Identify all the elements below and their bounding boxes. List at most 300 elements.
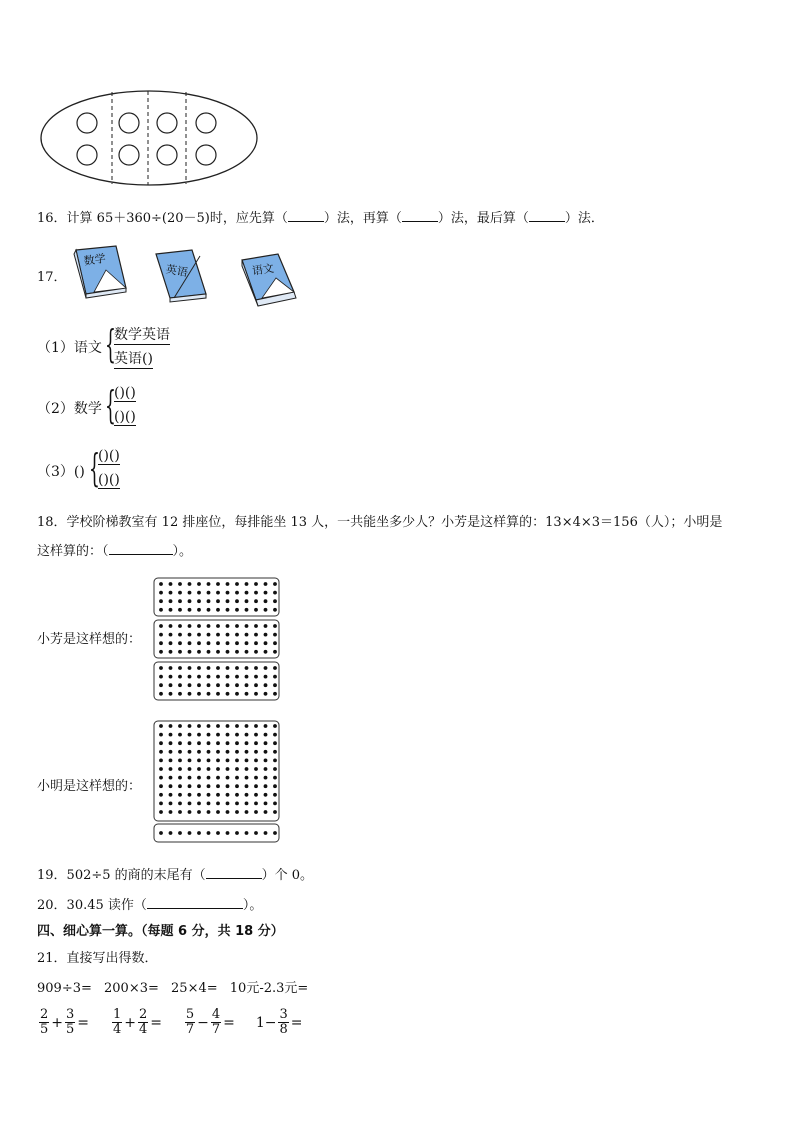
seat-dot [178, 802, 182, 806]
seat-dot [197, 582, 201, 586]
seat-dot [169, 767, 173, 771]
seat-dot [235, 759, 239, 763]
seat-dot [235, 650, 239, 654]
seat-dot [254, 633, 258, 637]
seat-dot [207, 831, 211, 835]
seat-dot [254, 599, 258, 603]
seat-dot [159, 666, 163, 670]
seat-dot [264, 784, 268, 788]
fraction: $\frac{3}{5}$ [66, 1007, 75, 1037]
answer-blank[interactable]: ()() [98, 472, 120, 488]
seat-dot [169, 692, 173, 696]
seat-dot [159, 724, 163, 728]
seat-dot [226, 599, 230, 603]
seat-dot [264, 793, 268, 797]
seat-dot [235, 582, 239, 586]
seat-dot [226, 675, 230, 679]
seat-dot [169, 650, 173, 654]
seat-dot [178, 675, 182, 679]
seat-dot [207, 591, 211, 595]
seat-dot [216, 724, 220, 728]
seat-dot [245, 692, 249, 696]
dot-group-box [154, 721, 279, 821]
seat-dot [178, 650, 182, 654]
seat-dot [216, 793, 220, 797]
question-18-line2: 这样算的：（ ）。 [37, 544, 193, 559]
seat-dot [207, 624, 211, 628]
seat-dot [273, 591, 277, 595]
seat-dot [245, 831, 249, 835]
seat-dot [245, 784, 249, 788]
seat-dot [178, 683, 182, 687]
seat-dot [216, 633, 220, 637]
seat-dot [245, 666, 249, 670]
seat-dot [264, 831, 268, 835]
seat-dot [264, 692, 268, 696]
seat-dot [273, 608, 277, 612]
seat-dot [197, 776, 201, 780]
fraction: $\frac{2}{4}$ [138, 1007, 148, 1037]
seat-dot [226, 741, 230, 745]
seat-dot [235, 810, 239, 814]
seat-dot [188, 675, 192, 679]
seat-dot [197, 675, 201, 679]
seat-dot [235, 608, 239, 612]
seat-dot [264, 582, 268, 586]
seat-dot [235, 633, 239, 637]
seat-dot [188, 741, 192, 745]
fraction-expr: $\frac{1}{4}$ + $\frac{2}{4}$ = [112, 1007, 162, 1037]
seat-dot [216, 683, 220, 687]
seat-dot [245, 608, 249, 612]
xiaoming-dot-grid [153, 720, 283, 846]
seat-dot [169, 784, 173, 788]
seat-dot [273, 784, 277, 788]
seat-dot [216, 692, 220, 696]
seat-dot [197, 741, 201, 745]
seat-dot [216, 802, 220, 806]
seat-dot [188, 802, 192, 806]
seat-dot [235, 784, 239, 788]
seat-dot [273, 650, 277, 654]
seat-dot [273, 741, 277, 745]
answer-blank[interactable] [288, 209, 324, 222]
seat-dot [273, 675, 277, 679]
seat-dot [226, 831, 230, 835]
seat-dot [245, 733, 249, 737]
seat-dot [197, 793, 201, 797]
seat-dot [235, 733, 239, 737]
seat-dot [207, 641, 211, 645]
seat-dot [226, 641, 230, 645]
seat-dot [216, 784, 220, 788]
seat-dot [264, 776, 268, 780]
q21-row1: 909÷3= 200×3= 25×4= 10元-2.3元= [37, 981, 309, 996]
book-label: 数学 [82, 251, 107, 268]
seat-dot [216, 776, 220, 780]
seat-dot [178, 633, 182, 637]
seat-dot [235, 750, 239, 754]
seat-dot [169, 831, 173, 835]
fraction-expr: $\frac{2}{5}$ + $\frac{3}{5}$ = [40, 1007, 90, 1037]
seat-dot [245, 724, 249, 728]
seat-dot [254, 666, 258, 670]
seat-dot [254, 675, 258, 679]
seat-dot [178, 608, 182, 612]
seat-dot [159, 608, 163, 612]
seat-dot [178, 591, 182, 595]
seat-dot [159, 802, 163, 806]
seat-dot [245, 759, 249, 763]
seat-dot [159, 793, 163, 797]
seat-dot [159, 733, 163, 737]
seat-dot [216, 608, 220, 612]
seat-dot [178, 810, 182, 814]
seat-dot [264, 750, 268, 754]
seat-dot [264, 650, 268, 654]
seat-dot [254, 582, 258, 586]
seat-dot [159, 831, 163, 835]
seat-dot [264, 599, 268, 603]
seat-dot [188, 641, 192, 645]
seat-dot [254, 741, 258, 745]
seat-dot [216, 650, 220, 654]
seat-dot [273, 776, 277, 780]
seat-dot [226, 650, 230, 654]
seat-dot [273, 810, 277, 814]
seat-dot [188, 759, 192, 763]
seat-dot [207, 750, 211, 754]
seat-dot [245, 591, 249, 595]
seat-dot [197, 724, 201, 728]
q21-row2 [37, 1008, 302, 1037]
fraction: $\frac{3}{8}$ [279, 1007, 288, 1037]
seat-dot [216, 831, 220, 835]
seat-dot [216, 599, 220, 603]
seat-dot [169, 733, 173, 737]
question-21-title: 21．直接写出得数． [37, 951, 158, 966]
seat-dot [264, 810, 268, 814]
seat-dot [197, 733, 201, 737]
seat-dot [188, 666, 192, 670]
seat-dot [178, 759, 182, 763]
seat-dot [159, 683, 163, 687]
seat-dot [226, 784, 230, 788]
seat-dot [178, 582, 182, 586]
seat-dot [254, 624, 258, 628]
seat-dot [254, 724, 258, 728]
seat-dot [197, 641, 201, 645]
seat-dot [216, 624, 220, 628]
seat-dot [178, 733, 182, 737]
seat-dot [226, 591, 230, 595]
answer-blank[interactable]: ()() [114, 385, 136, 401]
seat-dot [216, 810, 220, 814]
seat-dot [264, 802, 268, 806]
seat-dot [159, 741, 163, 745]
seat-dot [273, 802, 277, 806]
seat-dot [188, 591, 192, 595]
seat-dot [254, 759, 258, 763]
seat-dot [235, 802, 239, 806]
seat-dot [216, 582, 220, 586]
seat-dot [178, 831, 182, 835]
seat-dot [188, 750, 192, 754]
seat-dot [178, 666, 182, 670]
seat-dot [226, 633, 230, 637]
seat-dot [188, 724, 192, 728]
seat-dot [216, 641, 220, 645]
seat-dot [207, 784, 211, 788]
seat-dot [188, 767, 192, 771]
seat-dot [273, 641, 277, 645]
answer-blank[interactable]: ()() [98, 448, 120, 464]
seat-dot [169, 759, 173, 763]
seat-dot [178, 784, 182, 788]
seat-dot [169, 683, 173, 687]
seat-dot [207, 810, 211, 814]
seat-dot [207, 733, 211, 737]
seat-dot [235, 831, 239, 835]
seat-dot [207, 741, 211, 745]
question-16: 16．计算 65＋360÷(20－5)时，应先算（ ）法，再算（ ）法，最后算（ ）法． [37, 211, 604, 226]
seat-dot [169, 802, 173, 806]
seat-dot [264, 733, 268, 737]
seat-dot [207, 793, 211, 797]
seat-dot [273, 750, 277, 754]
seat-dot [264, 624, 268, 628]
seat-dot [169, 724, 173, 728]
seat-dot [254, 831, 258, 835]
seat-dot [159, 810, 163, 814]
seat-dot [216, 591, 220, 595]
seat-dot [169, 666, 173, 670]
seat-dot [226, 608, 230, 612]
seat-dot [245, 810, 249, 814]
seat-dot [245, 750, 249, 754]
seat-dot [235, 724, 239, 728]
seat-dot [273, 683, 277, 687]
seat-dot [273, 582, 277, 586]
seat-dot [159, 624, 163, 628]
seat-dot [207, 633, 211, 637]
seat-dot [254, 608, 258, 612]
seat-dot [216, 741, 220, 745]
fraction-expr: 1− $\frac{3}{8}$ = [255, 1007, 303, 1037]
seat-dot [254, 767, 258, 771]
seat-dot [159, 650, 163, 654]
seat-dot [188, 733, 192, 737]
seat-dot [188, 784, 192, 788]
seat-dot [197, 831, 201, 835]
seat-dot [273, 666, 277, 670]
seat-dot [273, 724, 277, 728]
seat-dot [264, 608, 268, 612]
seat-dot [207, 683, 211, 687]
seat-dot [264, 741, 268, 745]
fraction: $\frac{2}{5}$ [40, 1007, 49, 1037]
seat-dot [226, 724, 230, 728]
seat-dot [197, 802, 201, 806]
seat-dot [245, 741, 249, 745]
seat-dot [188, 599, 192, 603]
seat-dot [226, 802, 230, 806]
seat-dot [226, 624, 230, 628]
answer-blank[interactable]: ()() [114, 409, 136, 425]
seat-dot [169, 776, 173, 780]
seat-dot [216, 750, 220, 754]
seat-dot [197, 624, 201, 628]
seat-dot [197, 683, 201, 687]
seat-dot [197, 608, 201, 612]
english-book-icon [154, 248, 212, 304]
seat-dot [245, 624, 249, 628]
answer-blank[interactable] [529, 209, 565, 222]
seat-dot [273, 692, 277, 696]
seat-dot [254, 784, 258, 788]
seat-dot [159, 759, 163, 763]
seat-dot [178, 741, 182, 745]
seat-dot [254, 692, 258, 696]
seat-dot [188, 633, 192, 637]
seat-dot [159, 591, 163, 595]
seat-dot [207, 666, 211, 670]
seat-dot [235, 793, 239, 797]
seat-dot [226, 767, 230, 771]
seat-dot [216, 675, 220, 679]
seat-dot [254, 750, 258, 754]
seat-dot [207, 759, 211, 763]
seat-dot [197, 810, 201, 814]
seat-dot [254, 810, 258, 814]
seat-dot [188, 608, 192, 612]
seat-dot [197, 591, 201, 595]
seat-dot [169, 608, 173, 612]
question-20: 20．30.45 读作（ ）。 [37, 898, 263, 913]
seat-dot [226, 666, 230, 670]
seat-dot [159, 582, 163, 586]
seat-dot [254, 793, 258, 797]
seat-dot [264, 759, 268, 763]
answer-blank[interactable] [109, 542, 173, 555]
xiaofang-label: 小芳是这样想的： [37, 632, 142, 647]
seat-dot [207, 692, 211, 696]
seat-dot [169, 793, 173, 797]
seat-dot [216, 733, 220, 737]
seat-dot [235, 683, 239, 687]
seat-dot [245, 633, 249, 637]
seat-dot [235, 624, 239, 628]
seat-dot [273, 831, 277, 835]
seat-dot [188, 650, 192, 654]
question-18-line1: 18．学校阶梯教室有 12 排座位，每排能坐 13 人，一共能坐多少人？小芳是这样算的：13×4×3＝156（人）；小明是 [37, 515, 723, 530]
answer-blank[interactable] [402, 209, 438, 222]
seat-dot [216, 759, 220, 763]
seat-dot [188, 582, 192, 586]
seat-dot [159, 776, 163, 780]
answer-blank[interactable] [206, 866, 262, 879]
seat-dot [197, 750, 201, 754]
seat-dot [264, 591, 268, 595]
xiaofang-dot-grid [153, 577, 283, 703]
seat-dot [207, 582, 211, 586]
seat-dot [188, 793, 192, 797]
seat-dot [169, 591, 173, 595]
seat-dot [188, 776, 192, 780]
seat-dot [159, 599, 163, 603]
seat-dot [207, 599, 211, 603]
seat-dot [235, 692, 239, 696]
seat-dot [264, 675, 268, 679]
seat-dot [226, 776, 230, 780]
seat-dot [273, 633, 277, 637]
fraction: $\frac{4}{7}$ [211, 1007, 221, 1037]
seat-dot [159, 633, 163, 637]
seat-dot [159, 784, 163, 788]
seat-dot [169, 624, 173, 628]
seat-dot [264, 724, 268, 728]
seat-dot [207, 767, 211, 771]
seat-dot [245, 599, 249, 603]
chinese-book-icon [238, 250, 300, 308]
seat-dot [169, 599, 173, 603]
seat-dot [226, 683, 230, 687]
seat-dot [169, 641, 173, 645]
seat-dot [226, 692, 230, 696]
seat-dot [178, 776, 182, 780]
seat-dot [178, 750, 182, 754]
math-book-icon [70, 244, 130, 300]
seat-dot [169, 675, 173, 679]
seat-dot [254, 683, 258, 687]
seat-dot [169, 741, 173, 745]
seat-dot [264, 633, 268, 637]
seat-dot [273, 624, 277, 628]
seat-dot [245, 582, 249, 586]
seat-dot [245, 675, 249, 679]
seat-dot [235, 776, 239, 780]
seat-dot [169, 633, 173, 637]
seat-dot [188, 810, 192, 814]
seat-dot [245, 641, 249, 645]
seat-dot [207, 675, 211, 679]
seat-dot [197, 759, 201, 763]
question-19: 19．502÷5 的商的末尾有（ ）个 0。 [37, 868, 314, 883]
seat-dot [178, 624, 182, 628]
seat-dot [207, 802, 211, 806]
seat-dot [197, 650, 201, 654]
seat-dot [207, 724, 211, 728]
fraction: $\frac{5}{7}$ [185, 1007, 195, 1037]
seat-dot [197, 767, 201, 771]
seat-dot [235, 767, 239, 771]
seat-dot [254, 776, 258, 780]
seat-dot [273, 793, 277, 797]
seat-dot [216, 666, 220, 670]
seat-dot [254, 802, 258, 806]
seat-dot [226, 810, 230, 814]
section-4-title: 四、细心算一算。（每题 6 分，共 18 分） [37, 924, 284, 939]
seat-dot [226, 750, 230, 754]
seat-dot [245, 683, 249, 687]
answer-blank[interactable] [147, 896, 243, 909]
seat-dot [226, 582, 230, 586]
seat-dot [178, 641, 182, 645]
seat-dot [235, 591, 239, 595]
curly-brace: { [89, 446, 100, 490]
seat-dot [235, 599, 239, 603]
seat-dot [197, 599, 201, 603]
